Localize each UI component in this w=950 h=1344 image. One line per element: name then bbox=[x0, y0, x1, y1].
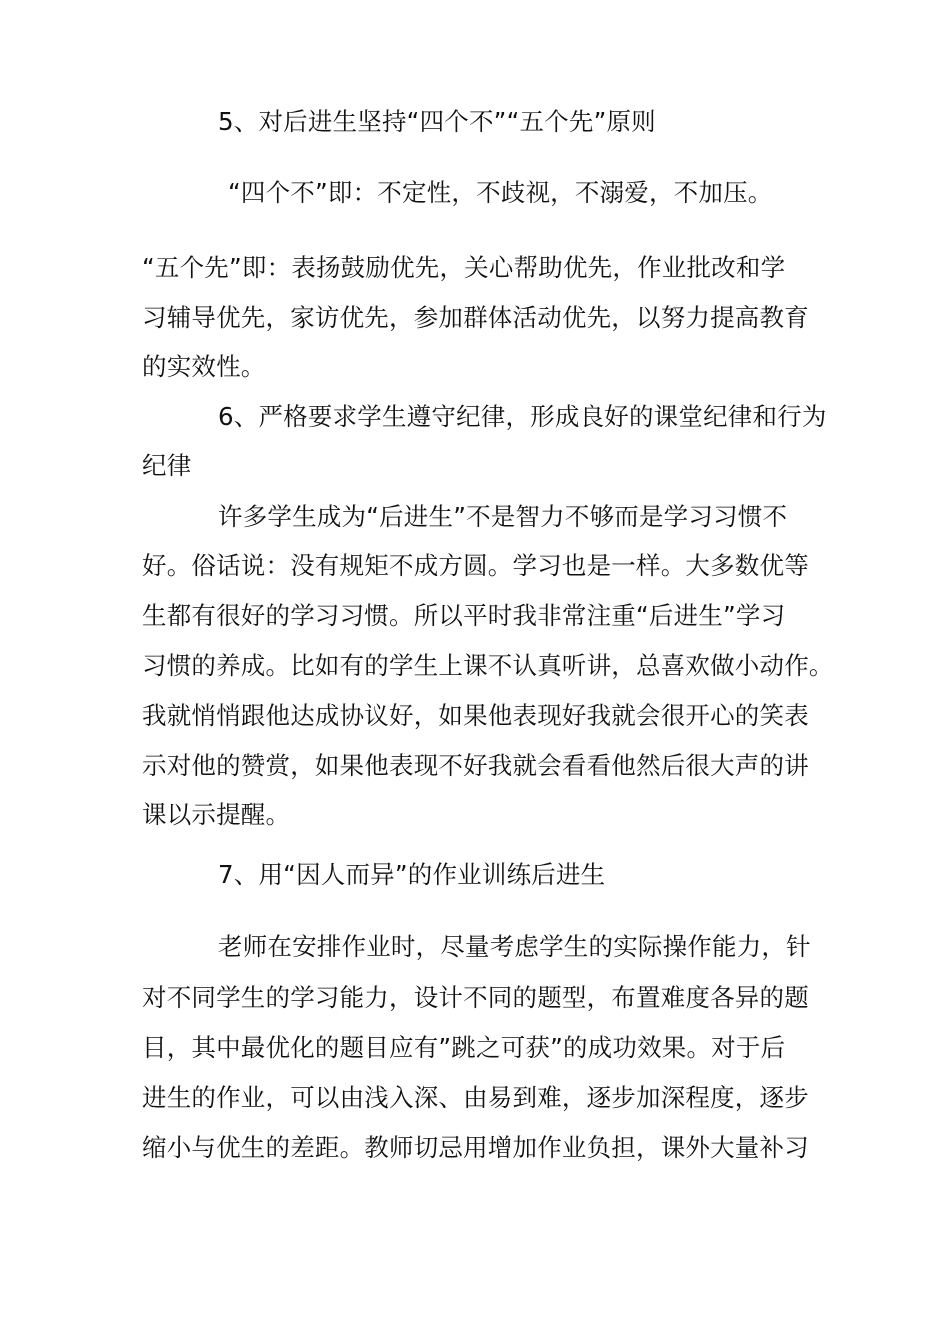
heading-7: 7、用“因人而异”的作业训练后进生 bbox=[218, 860, 606, 889]
four-nots-line: “四个不”即：不定性，不歧视，不溺爱，不加压。 bbox=[228, 178, 773, 207]
para-7-line-1: 老师在安排作业时，尽量考虑学生的实际操作能力，针 bbox=[218, 932, 811, 961]
heading-6-line-2: 纪律 bbox=[142, 451, 192, 480]
para-6-line-5: 我就悄悄跟他达成协议好，如果他表现好我就会很开心的笑表 bbox=[142, 701, 809, 730]
five-firsts-line-2: 习辅导优先，家访优先，参加群体活动优先，以努力提高教育 bbox=[142, 303, 809, 332]
para-7-line-5: 缩小与优生的差距。教师切忌用增加作业负担，课外大量补习 bbox=[142, 1133, 809, 1162]
para-6-line-3: 生都有很好的学习习惯。所以平时我非常注重“后进生”学习 bbox=[142, 601, 786, 630]
para-6-line-1: 许多学生成为“后进生”不是智力不够而是学习习惯不 bbox=[218, 502, 788, 531]
para-6-line-6: 示对他的赞赏，如果他表现不好我就会看看他然后很大声的讲 bbox=[142, 751, 809, 780]
para-7-line-2: 对不同学生的学习能力，设计不同的题型，布置难度各异的题 bbox=[142, 983, 809, 1012]
five-firsts-line-3: 的实效性。 bbox=[142, 352, 266, 381]
para-7-line-3: 目，其中最优化的题目应有”跳之可获”的成功效果。对于后 bbox=[142, 1033, 786, 1062]
para-7-line-4: 进生的作业，可以由浅入深、由易到难，逐步加深程度，逐步 bbox=[142, 1083, 809, 1112]
para-6-line-2: 好。俗话说：没有规矩不成方圆。学习也是一样。大多数优等 bbox=[142, 551, 809, 580]
heading-5: 5、对后进生坚持“四个不”“五个先”原则 bbox=[218, 107, 656, 136]
para-6-line-7: 课以示提醒。 bbox=[142, 800, 291, 829]
para-6-line-4: 习惯的养成。比如有的学生上课不认真听讲，总喜欢做小动作。 bbox=[142, 651, 834, 680]
five-firsts-line-1: “五个先”即：表扬鼓励优先，关心帮助优先，作业批改和学 bbox=[142, 253, 786, 282]
heading-6-line-1: 6、严格要求学生遵守纪律，形成良好的课堂纪律和行为 bbox=[218, 402, 827, 431]
